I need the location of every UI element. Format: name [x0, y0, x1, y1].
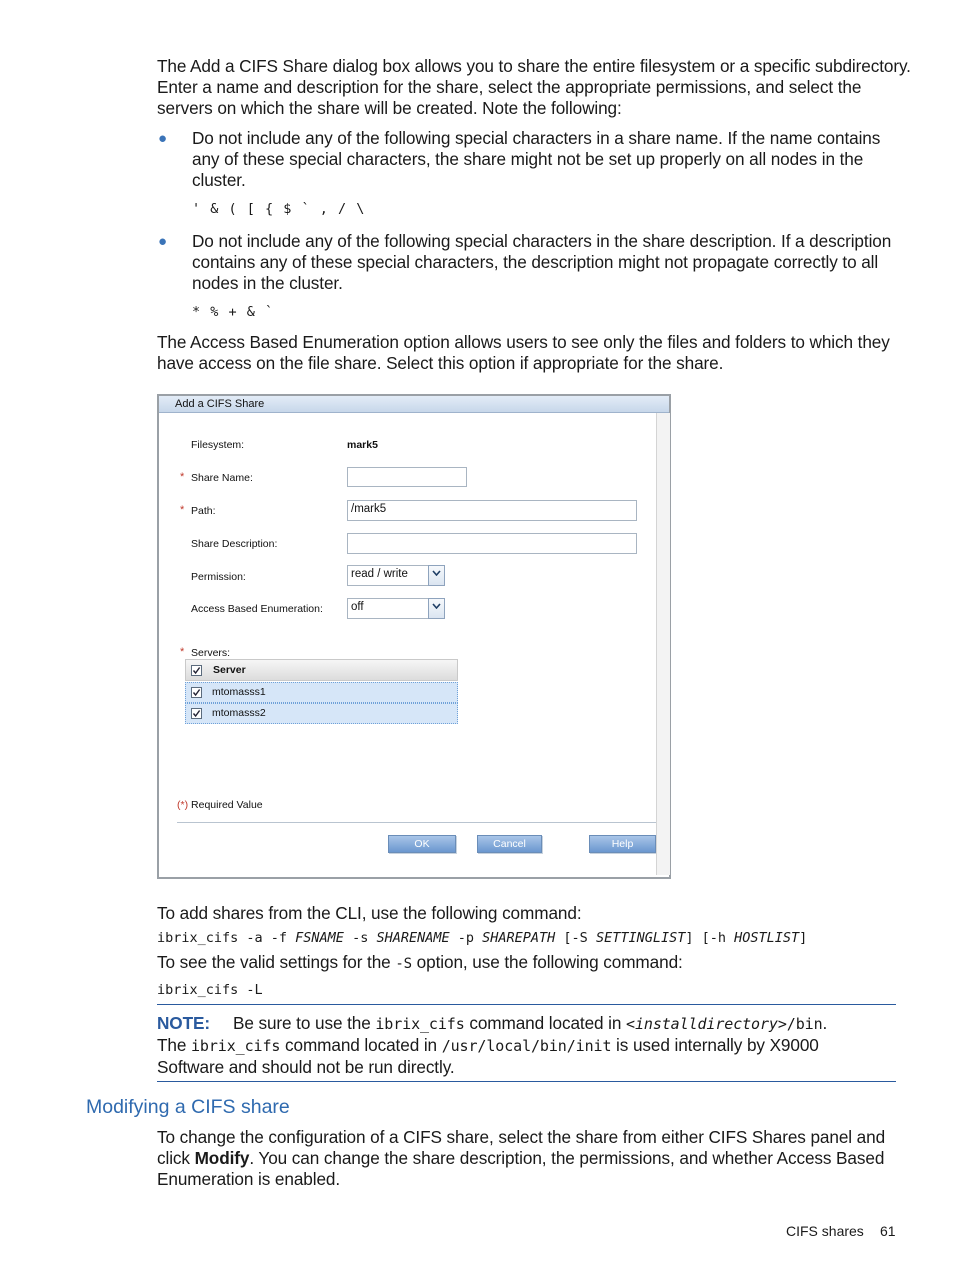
- divider: [177, 822, 656, 823]
- path-label: Path:: [191, 505, 216, 517]
- cli-list-command: ibrix_cifs -L: [157, 982, 263, 998]
- bullet-dot: ●: [158, 233, 168, 250]
- bullet-share-name: Do not include any of the following special characters in a share name. If the name contains any of these special characters, the share might not be set up properly on all nodes in the cluster.: [192, 128, 881, 190]
- required-value-note: [177, 799, 263, 812]
- required-note-marker: (*): [177, 799, 189, 811]
- dialog-title-bar: [159, 396, 669, 413]
- footer-section-name: CIFS shares: [786, 1223, 864, 1239]
- bullet-dot: ●: [158, 130, 168, 147]
- filesystem-value: mark5: [347, 439, 378, 451]
- share-name-input[interactable]: [347, 467, 467, 487]
- path-input[interactable]: /mark5: [347, 500, 637, 521]
- checkmark-icon: [192, 688, 201, 697]
- description-special-chars: * % + & `: [192, 304, 274, 320]
- intro-paragraph: The Add a CIFS Share dialog box allows you to share the entire filesystem or a specific subdirectory. Enter a name and description for the share, select the appropriate permissions, and select the servers on which the share will be created. Note the following:: [157, 56, 911, 118]
- abe-value: off: [347, 598, 429, 619]
- dialog-title: Add a CIFS Share: [175, 398, 265, 410]
- share-name-special-chars: ' & ( [ { $ ` , / \: [192, 201, 365, 217]
- note-block: NOTE: Be sure to use the ibrix_cifs command located in <installdirectory>/bin. The ibrix_cifs command located in /usr/local/bin/init is used internally by X9000 Software and should not be run directly.: [157, 1013, 828, 1077]
- help-button[interactable]: Help: [589, 835, 656, 853]
- permission-label: Permission:: [191, 571, 246, 583]
- cli-intro: To add shares from the CLI, use the following command:: [157, 903, 582, 923]
- server-name: mtomasss1: [212, 686, 266, 698]
- server-column-header: Server: [213, 664, 246, 676]
- checkmark-icon: [192, 709, 201, 718]
- page-number: 61: [880, 1223, 896, 1239]
- abe-dropdown-button[interactable]: [428, 598, 445, 619]
- servers-label: Servers:: [191, 647, 231, 659]
- dialog-body: [159, 413, 656, 875]
- required-note-text: Required Value: [191, 799, 263, 811]
- abe-select[interactable]: [347, 598, 445, 619]
- abe-label: Access Based Enumeration:: [191, 603, 323, 615]
- share-name-label: Share Name:: [191, 472, 253, 484]
- abe-paragraph: The Access Based Enumeration option allows users to see only the files and folders to which they have access on the file share. Select this option if appropriate for the share.: [157, 332, 890, 373]
- section-heading: Modifying a CIFS share: [86, 1096, 290, 1118]
- chevron-down-icon: [432, 570, 441, 576]
- required-asterisk: *: [180, 646, 185, 658]
- chevron-down-icon: [432, 603, 441, 609]
- add-cifs-share-dialog: [157, 394, 671, 879]
- permission-value: read / write: [347, 565, 429, 586]
- ok-button[interactable]: OK: [388, 835, 456, 853]
- permission-select[interactable]: [347, 565, 445, 586]
- note-top-rule: [157, 1004, 896, 1005]
- checkmark-icon: [192, 666, 201, 675]
- cancel-button[interactable]: Cancel: [477, 835, 542, 853]
- filesystem-label: Filesystem:: [191, 439, 245, 451]
- table-row[interactable]: [185, 682, 458, 703]
- note-label: NOTE:: [157, 1013, 210, 1033]
- permission-dropdown-button[interactable]: [428, 565, 445, 586]
- required-asterisk: *: [180, 504, 185, 516]
- required-asterisk: *: [180, 471, 185, 483]
- section-paragraph: To change the configuration of a CIFS share, select the share from either CIFS Shares panel and click Modify. You can change the share description, the permissions, and whether Access Based Enumeration is enabled.: [157, 1127, 886, 1189]
- share-description-input[interactable]: [347, 533, 637, 554]
- dialog-scrollbar[interactable]: [656, 413, 670, 875]
- table-row[interactable]: [185, 703, 458, 724]
- share-description-label: Share Description:: [191, 538, 278, 550]
- select-all-checkbox[interactable]: [191, 665, 202, 676]
- server-checkbox[interactable]: [191, 687, 202, 698]
- servers-table-header: [185, 659, 458, 681]
- server-name: mtomasss2: [212, 707, 266, 719]
- bullet-share-description: Do not include any of the following special characters in the share description. If a description contains any of these special characters, the description might not propagate correctly to all nodes in the cluster.: [192, 231, 892, 293]
- cli-settings-text: To see the valid settings for the -S option, use the following command:: [157, 952, 683, 972]
- cli-add-command: ibrix_cifs -a -f FSNAME -s SHARENAME -p SHAREPATH [-S SETTINGLIST] [-h HOSTLIST]: [157, 930, 808, 946]
- server-checkbox[interactable]: [191, 708, 202, 719]
- note-bottom-rule: [157, 1081, 896, 1082]
